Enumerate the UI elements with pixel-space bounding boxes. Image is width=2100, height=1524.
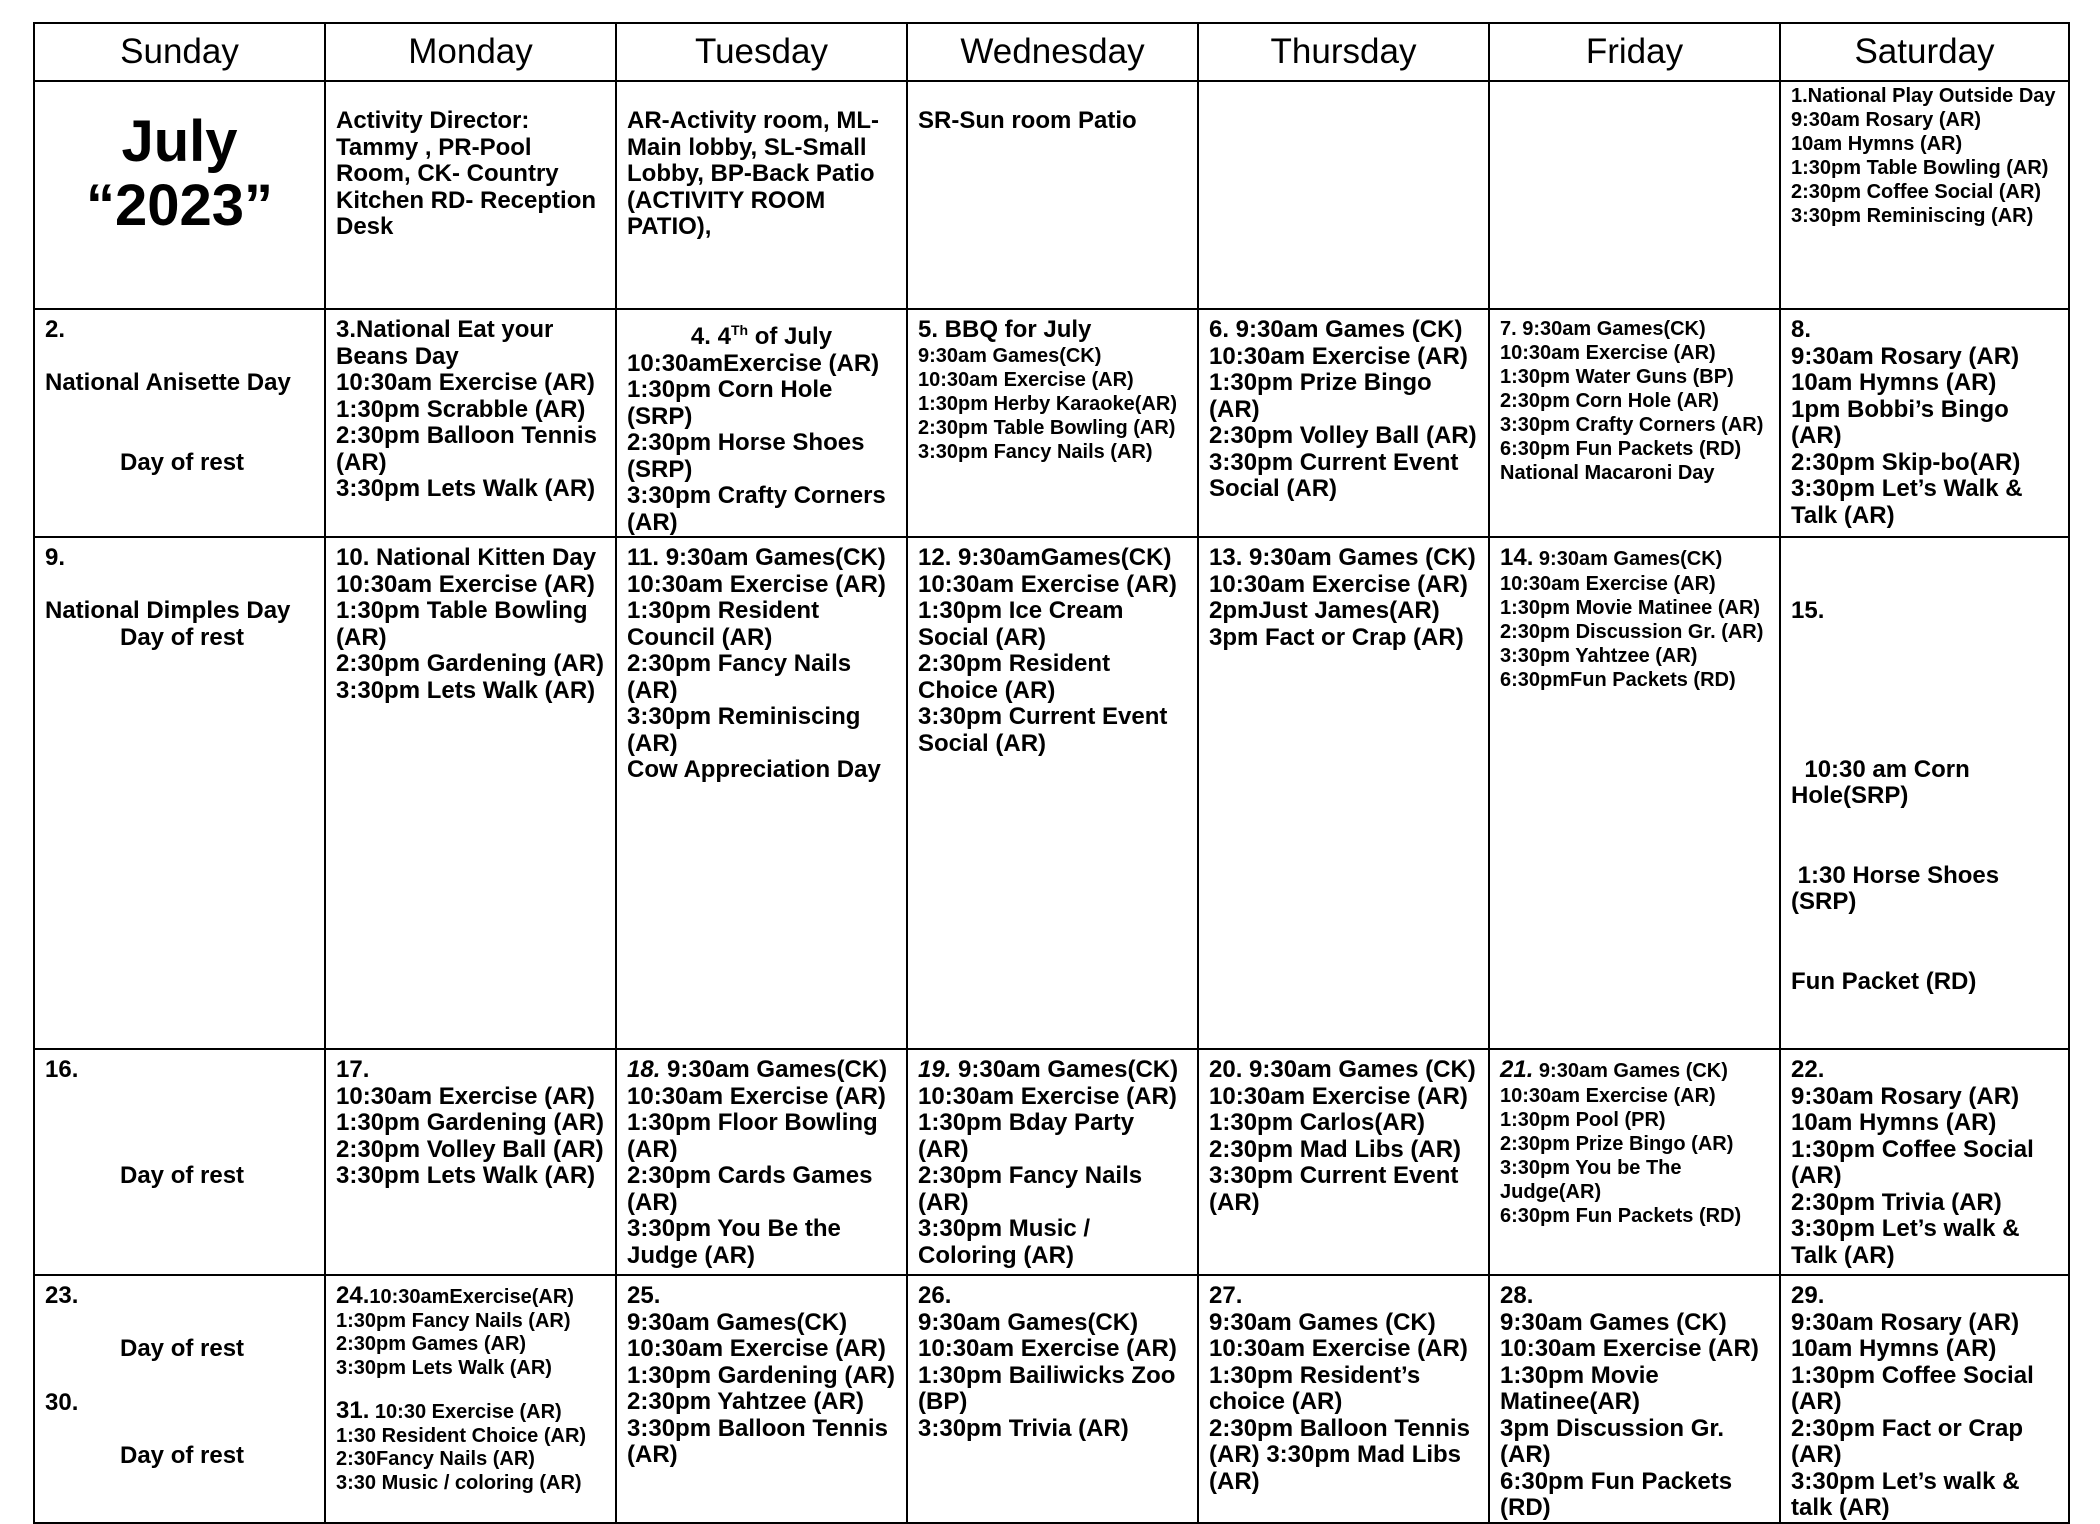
day-cell-19 [907, 1049, 1198, 1275]
legend-tuesday-cell [616, 81, 907, 309]
event-line: 1:30pm Coffee Social (AR) [1791, 1135, 2034, 1189]
event-line: 1:30pm Bday Party (AR) [918, 1109, 1135, 1163]
legend-tuesday: AR-Activity room, ML-Main lobby, SL-Small Lobby, BP-Back Patio (ACTIVITY ROOM PATIO), [627, 107, 879, 240]
event-line: 1:30pm Corn Hole (SRP) [627, 376, 833, 430]
event-line: 3:30pm Trivia (AR) [918, 1414, 1129, 1442]
day-note: National Dimples Day [45, 597, 291, 624]
day-cell-28 [1489, 1275, 1780, 1523]
event-line: 22. [1791, 1056, 1825, 1083]
header-monday: Monday [325, 23, 616, 81]
event-line: 2:30pm Gardening (AR) [336, 650, 605, 677]
event-line: 2:30pm Discussion Gr. (AR) [1500, 620, 1764, 643]
event-line: 10am Hymns (AR) [1791, 1335, 1997, 1362]
day-number: 18. [627, 1056, 661, 1083]
event-line: 6. 9:30am Games (CK) [1209, 316, 1463, 343]
event-line: 6:30pmFun Packets (RD) [1500, 668, 1736, 691]
event-line: 2:30pm Corn Hole (AR) [1500, 390, 1719, 412]
header-saturday: Saturday [1780, 23, 2069, 81]
header-sunday: Sunday [34, 23, 325, 81]
day-of-rest: Day of rest [120, 1441, 245, 1469]
event-line: 3:30pm Lets Walk (AR) [336, 1162, 596, 1189]
day-cell-22 [1780, 1049, 2069, 1275]
day-cell-1 [1780, 81, 2069, 309]
event-line: 2:30pm Fact or Crap (AR) [1791, 1414, 2024, 1468]
event-line: 6:30pm Fun Packets (RD) [1500, 1467, 1733, 1521]
day-cell-16 [34, 1049, 325, 1275]
empty-day-cell [1198, 81, 1489, 309]
month-title-cell [34, 81, 325, 309]
event-line: 1:30 Horse Shoes (SRP) [1791, 861, 2006, 915]
day-of-rest: Day of rest [120, 448, 245, 476]
event-line: 2:30pm Coffee Social (AR) [1791, 181, 2042, 203]
day-cell-7 [1489, 309, 1780, 537]
event-line: 3:30pm Yahtzee (AR) [1500, 644, 1698, 667]
week-row-5 [34, 1275, 2069, 1523]
day-cell-27 [1198, 1275, 1489, 1523]
event-line: 10:30am Exercise (AR) [1209, 1335, 1468, 1362]
event-line: 1:30pm Fancy Nails (AR) [336, 1309, 571, 1332]
event-line: 10:30amExercise(AR) [369, 1286, 574, 1308]
year-title: “2023” [85, 173, 274, 238]
day-cell-8 [1780, 309, 2069, 537]
day-cell-21 [1489, 1049, 1780, 1275]
day-cell-29 [1780, 1275, 2069, 1523]
month-title: July [121, 109, 238, 174]
day-cell-2 [34, 309, 325, 537]
week-row-4 [34, 1049, 2069, 1275]
day-cell-5 [907, 309, 1198, 537]
day-heading [336, 1283, 605, 1310]
event-line: 3.National Eat your Beans Day [336, 316, 554, 370]
day-heading-text: 9:30am Games(CK) [1533, 548, 1723, 570]
event-line: 3:30pm Fancy Nails (AR) [918, 440, 1153, 463]
event-line: 9:30am Rosary (AR) [1791, 109, 1982, 131]
event-line: 2:30pm Cards Games (AR) [627, 1162, 873, 1216]
weekday-header-row [34, 23, 2069, 81]
day-heading [1500, 545, 1769, 572]
event-line: 10:30am Exercise (AR) [627, 570, 886, 598]
day-cell-24-31 [325, 1275, 616, 1523]
day-number: 30. [45, 1388, 79, 1416]
day-cell-18 [616, 1049, 907, 1275]
event-line: 1:30pm Movie Matinee (AR) [1500, 596, 1761, 619]
day-number: 2. [45, 316, 66, 343]
event-line: 9:30am Rosary (AR) [1791, 1308, 2020, 1336]
event-line: 2:30pm Fancy Nails (AR) [627, 650, 852, 704]
event-line: 1:30pm Floor Bowling (AR) [627, 1109, 878, 1163]
day-heading [627, 1057, 896, 1084]
event-line: 3:30pm Balloon Tennis (AR) [627, 1414, 888, 1468]
event-line: 9:30am Games (CK) [1209, 1308, 1436, 1336]
event-line: 3pm Fact or Crap (AR) [1209, 623, 1464, 651]
event-line: 1:30pm Herby Karaoke(AR) [918, 392, 1177, 415]
day-cell-23-30 [34, 1275, 325, 1523]
event-line: 10:30am Exercise (AR) [1500, 572, 1716, 595]
event-line: 17. [336, 1056, 370, 1083]
event-line: 2:30pm Volley Ball (AR) [336, 1135, 604, 1163]
event-line: 2:30pm Skip-bo(AR) [1791, 448, 2021, 476]
event-line: 3:30pm Current Event (AR) [1209, 1162, 1459, 1216]
day-heading-text: of July [748, 323, 833, 350]
event-line: 1:30pm Resident Council (AR) [627, 597, 820, 651]
day-heading [336, 1398, 605, 1425]
event-line: 1:30pm Table Bowling (AR) [1791, 157, 2049, 179]
event-line: 3:30pm Let’s walk & talk (AR) [1791, 1467, 2020, 1521]
day-of-rest: Day of rest [120, 1162, 245, 1189]
day-number: 16. [45, 1056, 79, 1083]
event-line: 7. 9:30am Games(CK) [1500, 318, 1706, 340]
header-tuesday: Tuesday [616, 23, 907, 81]
legend-monday-cell [325, 81, 616, 309]
event-line: 1:30pm Gardening (AR) [336, 1109, 605, 1136]
event-line: 3:30pm Crafty Corners (AR) [627, 482, 886, 536]
event-line: 10:30am Exercise (AR) [918, 368, 1134, 391]
event-line: 11. 9:30am Games(CK) [627, 544, 886, 571]
event-line: 1:30pm Pool (PR) [1500, 1108, 1666, 1131]
event-line: 1:30pm Prize Bingo (AR) [1209, 369, 1432, 423]
day-heading [918, 1057, 1187, 1084]
event-line: 9:30am Games(CK) [918, 1308, 1139, 1336]
header-thursday: Thursday [1198, 23, 1489, 81]
event-line: 2:30pm Yahtzee (AR) [627, 1388, 864, 1415]
event-line: 3:30pm Music / Coloring (AR) [918, 1215, 1091, 1269]
event-line: 15. [1791, 597, 1825, 624]
event-line: 1:30pm Water Guns (BP) [1500, 366, 1734, 388]
event-line: 3:30pm Current Event Social (AR) [918, 703, 1168, 757]
event-line: 8. [1791, 316, 1812, 343]
event-line: 2:30pm Mad Libs (AR) [1209, 1135, 1462, 1163]
event-line: 10:30amExercise (AR) [627, 349, 880, 377]
event-line: 25. [627, 1282, 661, 1309]
empty-day-cell [1489, 81, 1780, 309]
event-line: 2:30Fancy Nails (AR) [336, 1448, 535, 1470]
day-heading-text: 9:30am Games(CK) [951, 1056, 1179, 1083]
event-line: 1:30pm Movie Matinee(AR) [1500, 1361, 1659, 1415]
event-line: 10:30 am Corn Hole(SRP) [1791, 755, 1977, 809]
event-line: 2:30pm Horse Shoes (SRP) [627, 429, 865, 483]
event-line: 2:30pm Games (AR) [336, 1333, 527, 1355]
event-line: 10:30am Exercise (AR) [918, 570, 1177, 598]
event-line: 3:30pm Lets Walk (AR) [336, 676, 596, 704]
day-heading [1500, 1057, 1769, 1084]
day-cell-11 [616, 537, 907, 1049]
event-line: 10:30am Exercise (AR) [1500, 1084, 1716, 1107]
event-line: 2:30pm Trivia (AR) [1791, 1188, 2002, 1216]
event-line: 6:30pm Fun Packets (RD) [1500, 438, 1742, 460]
event-line: 3:30 Music / coloring (AR) [336, 1471, 582, 1494]
event-line: 10:30am Exercise (AR) [1500, 1335, 1759, 1362]
event-line: 10am Hymns (AR) [1791, 369, 1997, 396]
event-line: 10am Hymns (AR) [1791, 133, 1963, 155]
week-row-3 [34, 537, 2069, 1049]
event-line: 10:30am Exercise (AR) [1209, 342, 1468, 370]
event-line: 3:30pm You Be the Judge (AR) [627, 1215, 841, 1269]
event-line: 10:30 Exercise (AR) [369, 1401, 562, 1423]
event-line: 10:30am Exercise (AR) [336, 1082, 595, 1110]
day-heading: 5. BBQ for July [918, 316, 1092, 343]
event-line: 1:30pm Carlos(AR) [1209, 1109, 1426, 1136]
legend-wednesday-cell [907, 81, 1198, 309]
event-line: 10:30am Exercise (AR) [918, 1335, 1177, 1362]
day-heading-text: 9:30am Games (CK) [1533, 1060, 1728, 1082]
day-cell-4 [616, 309, 907, 537]
event-line: 3:30pm Let’s walk & Talk (AR) [1791, 1215, 2020, 1269]
event-line: 3pm Discussion Gr. (AR) [1500, 1414, 1725, 1468]
event-line: 10:30am Exercise (AR) [336, 369, 595, 396]
event-line: 2:30pm Volley Ball (AR) [1209, 422, 1477, 449]
day-number: 14. [1500, 544, 1534, 571]
day-heading-text: 9:30am Games(CK) [660, 1056, 888, 1083]
event-line: 3:30pm Lets Walk (AR) [336, 475, 596, 502]
event-line: 1:30pm Scrabble (AR) [336, 395, 586, 423]
day-of-rest: Day of rest [120, 1335, 245, 1362]
day-number: 21. [1500, 1056, 1534, 1083]
event-line: 28. [1500, 1282, 1534, 1309]
event-line: 13. 9:30am Games (CK) [1209, 544, 1476, 571]
event-line: Cow Appreciation Day [627, 756, 881, 783]
event-line: 10:30am Exercise (AR) [627, 1335, 886, 1362]
event-line: 10am Hymns (AR) [1791, 1109, 1997, 1136]
event-line: 6:30pm Fun Packets (RD) [1500, 1204, 1742, 1227]
event-line: 3:30pm You be The Judge(AR) [1500, 1156, 1682, 1203]
day-cell-13 [1198, 537, 1489, 1049]
event-line: 10:30am Exercise (AR) [627, 1082, 886, 1110]
spacer [336, 1380, 605, 1398]
event-line: 10:30am Exercise (AR) [336, 570, 595, 598]
event-line: 1:30pm Gardening (AR) [627, 1361, 896, 1389]
event-line: 1pm Bobbi’s Bingo (AR) [1791, 395, 2009, 449]
blank-line [1791, 678, 2058, 704]
day-cell-10 [325, 537, 616, 1049]
event-line: 2:30pm Resident Choice (AR) [918, 650, 1111, 704]
legend-wednesday: SR-Sun room Patio [918, 107, 1137, 134]
day-cell-6 [1198, 309, 1489, 537]
day-heading [627, 317, 896, 351]
event-line: 2:30pm Table Bowling (AR) [918, 416, 1176, 439]
header-friday: Friday [1489, 23, 1780, 81]
event-line: 12. 9:30amGames(CK) [918, 544, 1172, 571]
event-line: 1:30pm Resident’s choice (AR) [1209, 1361, 1421, 1415]
event-line: 1:30pm Coffee Social (AR) [1791, 1361, 2034, 1415]
event-line: 26. [918, 1282, 952, 1309]
event-line: 29. [1791, 1282, 1825, 1309]
event-line: 1:30pm Table Bowling (AR) [336, 597, 588, 651]
day-number: 31. [336, 1397, 370, 1424]
day-cell-25 [616, 1275, 907, 1523]
event-line: 10. National Kitten Day [336, 544, 597, 571]
event-line: 2pmJust James(AR) [1209, 597, 1440, 624]
day-number: 23. [45, 1282, 79, 1309]
day-of-rest: Day of rest [120, 623, 245, 651]
event-line: 9:30am Games(CK) [918, 344, 1102, 367]
event-line: 9:30am Rosary (AR) [1791, 1082, 2020, 1110]
event-line: 2:30pm Balloon Tennis (AR) [336, 422, 597, 476]
event-line: 3:30pm Let’s Walk & Talk (AR) [1791, 475, 2023, 529]
event-line: 1:30pm Bailiwicks Zoo (BP) [918, 1361, 1176, 1415]
day-cell-9 [34, 537, 325, 1049]
event-line: Fun Packet (RD) [1791, 967, 1977, 995]
event-line: 3:30pm Reminiscing (AR) [1791, 205, 2034, 227]
event-line: 2:30pm Prize Bingo (AR) [1500, 1132, 1734, 1155]
ordinal-suffix: Th [730, 322, 749, 338]
event-line: 10:30am Exercise (AR) [1209, 570, 1468, 598]
event-line: 3:30pm Lets Walk (AR) [336, 1356, 552, 1379]
event-line: 9:30am Games(CK) [627, 1308, 848, 1336]
legend-monday: Activity Director: Tammy , PR-Pool Room, CK- Country Kitchen RD- Reception Desk [336, 107, 597, 240]
event-line: 1:30pm Ice Cream Social (AR) [918, 597, 1124, 651]
day-number: 9. [45, 544, 66, 571]
day-cell-20 [1198, 1049, 1489, 1275]
event-line: 20. 9:30am Games (CK) [1209, 1056, 1476, 1083]
event-line: 9:30am Games (CK) [1500, 1308, 1727, 1336]
event-line: 3:30pm Current Event Social (AR) [1209, 448, 1459, 502]
event-line: 1.National Play Outside Day [1791, 85, 2056, 107]
event-line: 27. [1209, 1282, 1243, 1309]
day-cell-15 [1780, 537, 2069, 1049]
event-line: 3:30pm Reminiscing (AR) [627, 703, 861, 757]
day-number: 24. [336, 1282, 370, 1309]
event-line: 10:30am Exercise (AR) [918, 1082, 1177, 1110]
calendar-grid [33, 22, 2070, 1524]
header-wednesday: Wednesday [907, 23, 1198, 81]
day-cell-17 [325, 1049, 616, 1275]
day-number: 4. 4 [690, 323, 731, 350]
day-cell-12 [907, 537, 1198, 1049]
day-cell-3 [325, 309, 616, 537]
event-line: 10:30am Exercise (AR) [1500, 342, 1716, 364]
event-line: 10:30am Exercise (AR) [1209, 1082, 1468, 1110]
day-note: National Anisette Day [45, 369, 291, 396]
event-line: 2:30pm Balloon Tennis (AR) 3:30pm Mad Libs (AR) [1209, 1414, 1470, 1495]
event-line: 9:30am Rosary (AR) [1791, 342, 2020, 370]
week-row-1 [34, 81, 2069, 309]
event-line: 1:30 Resident Choice (AR) [336, 1424, 587, 1447]
day-number: 19. [918, 1056, 952, 1083]
event-line: 3:30pm Crafty Corners (AR) [1500, 414, 1764, 436]
event-line: National Macaroni Day [1500, 462, 1715, 484]
day-cell-26 [907, 1275, 1198, 1523]
event-line: 2:30pm Fancy Nails (AR) [918, 1162, 1143, 1216]
week-row-2 [34, 309, 2069, 537]
day-cell-14 [1489, 537, 1780, 1049]
